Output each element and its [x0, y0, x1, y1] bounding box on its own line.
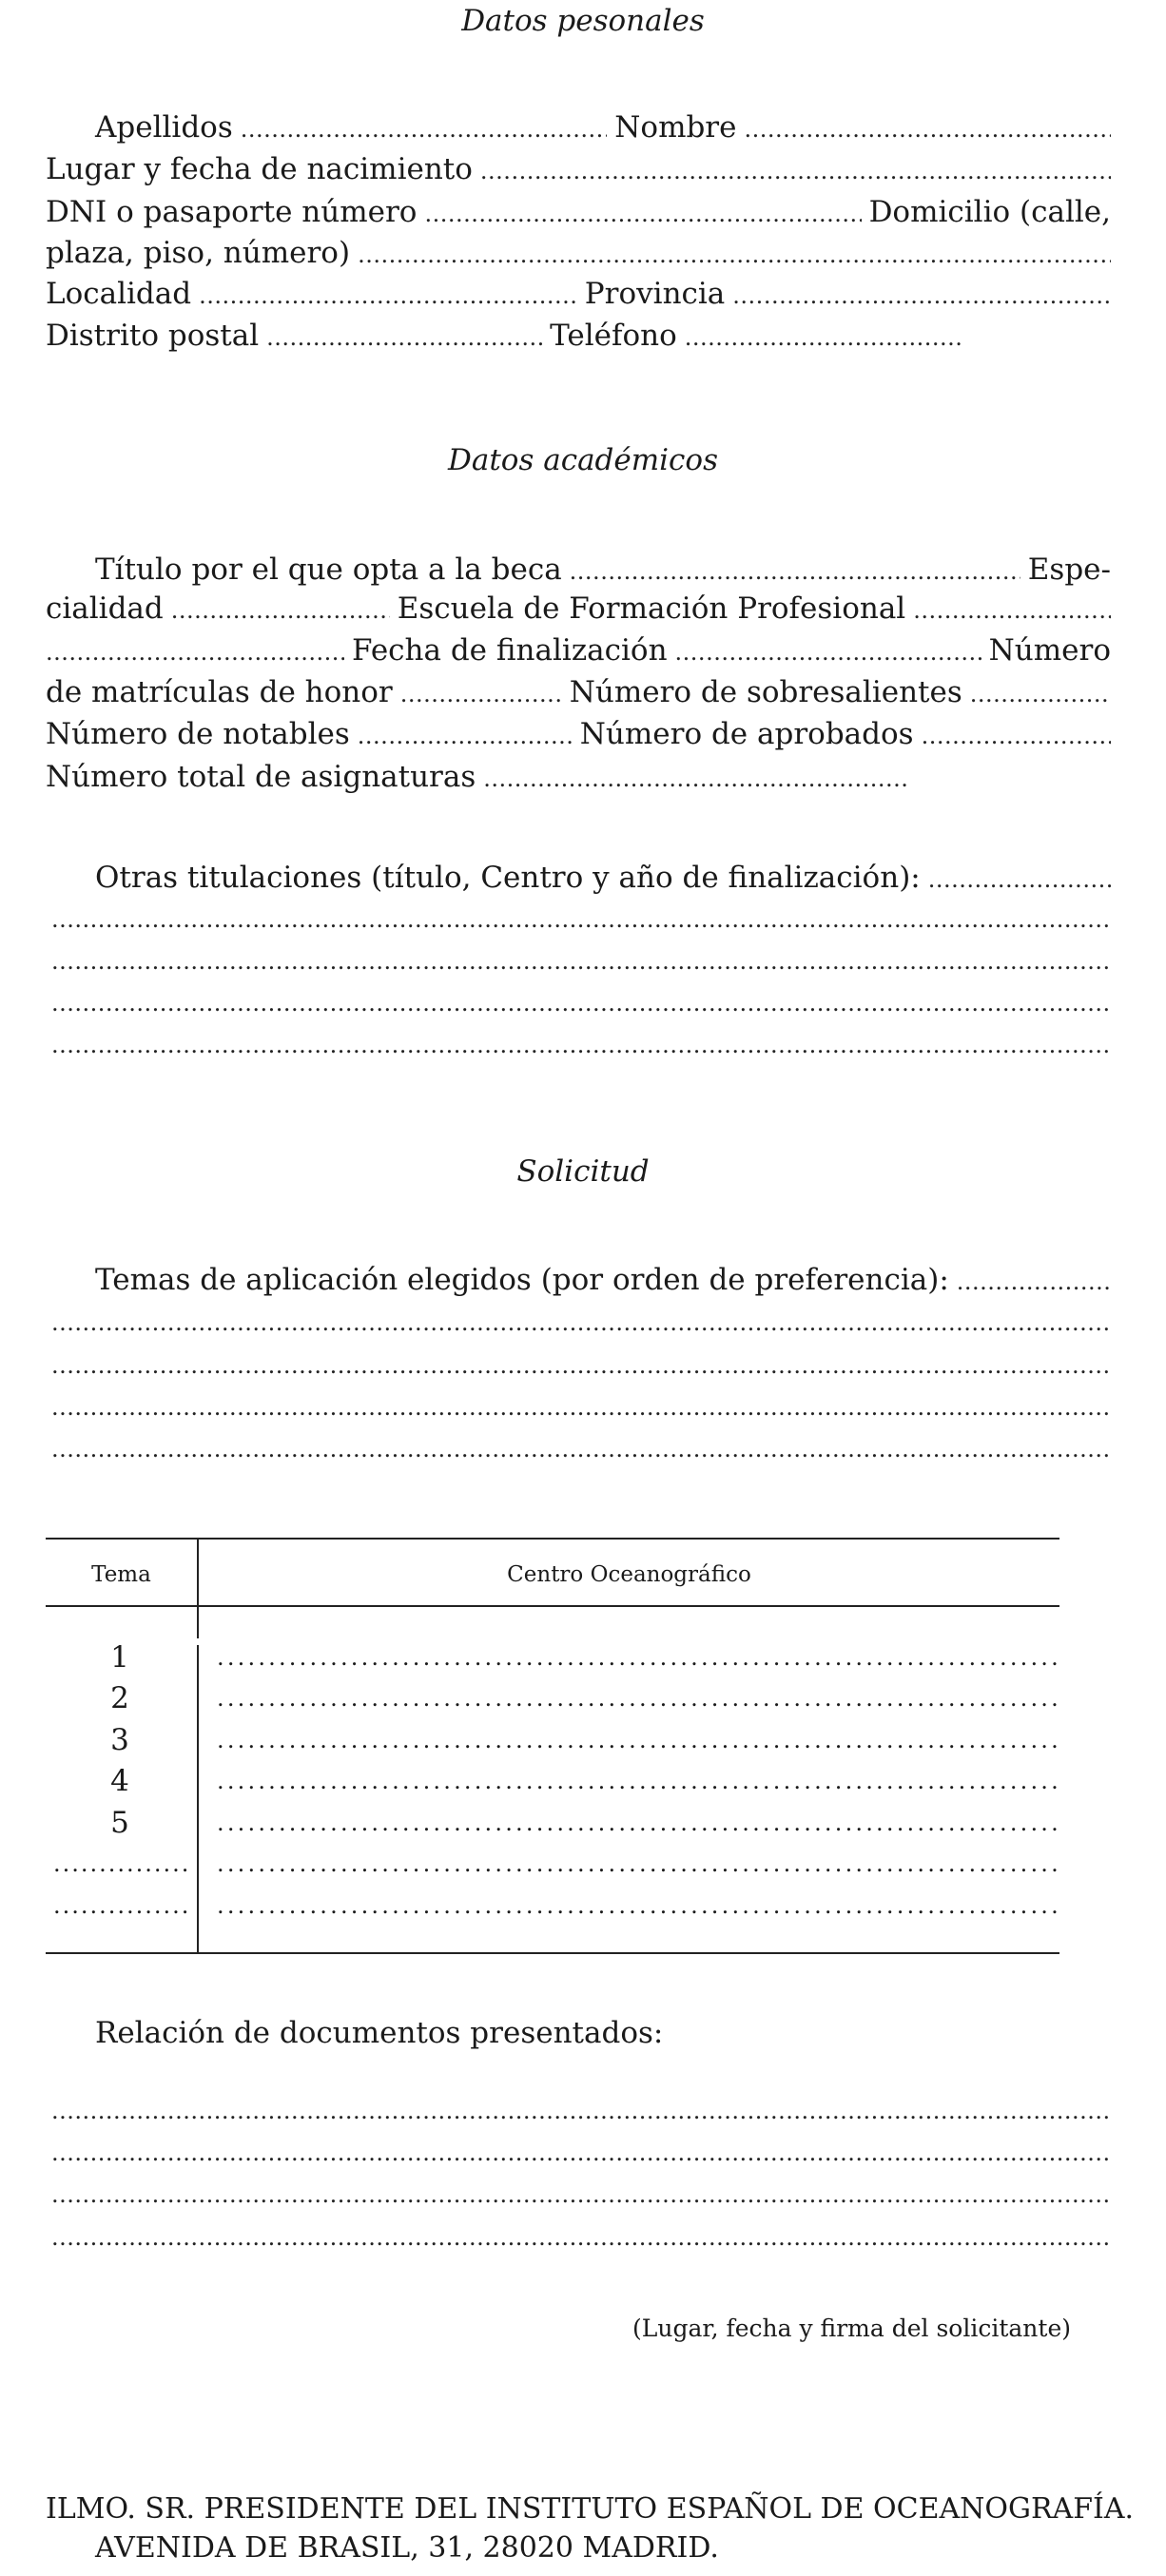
otras-line-1 [46, 901, 1111, 939]
field-provincia[interactable] [732, 277, 1111, 313]
signature-caption: (Lugar, fecha y firma del solicitante) [632, 2315, 1071, 2342]
row-distrito-telefono [46, 317, 1111, 355]
row-otras [46, 859, 1111, 897]
field-otras-4[interactable] [51, 1026, 1111, 1064]
row-apellidos-nombre [46, 108, 1111, 146]
centro-field[interactable] [217, 1638, 1059, 1676]
table-divider-top [197, 1538, 199, 1638]
table-row [46, 1804, 1059, 1842]
field-notables[interactable] [358, 717, 573, 753]
row-matriculas-sobresalientes [46, 673, 1111, 711]
tema-number: 5 [110, 1806, 129, 1840]
label-telefono: Teléfono [550, 319, 677, 353]
row-temas [46, 1261, 1111, 1299]
centro-field[interactable] [217, 1845, 1059, 1883]
table-bottom-rule [46, 1952, 1059, 1954]
row-localidad-provincia [46, 275, 1111, 313]
label-nombre: Nombre [614, 110, 737, 145]
section-heading-academic: Datos académicos [448, 443, 718, 477]
tema-number: 4 [110, 1764, 129, 1798]
field-lugar-fecha[interactable] [480, 152, 1111, 188]
field-apellidos[interactable] [241, 110, 608, 146]
documentos-line-2 [46, 2134, 1111, 2172]
centro-field[interactable] [217, 1887, 1059, 1925]
otras-line-4 [46, 1026, 1111, 1064]
row-fecha-fin [46, 631, 1111, 669]
field-domicilio[interactable] [358, 236, 1111, 272]
field-escuela-cont[interactable] [46, 633, 344, 669]
row-lugar-fecha [46, 150, 1111, 188]
tema-number: 1 [110, 1640, 129, 1675]
label-total: Número total de asignaturas [46, 760, 476, 794]
label-lugar-fecha: Lugar y fecha de nacimiento [46, 152, 473, 186]
temas-line-1 [46, 1304, 1111, 1342]
table-row [46, 1887, 1059, 1925]
row-titulo [46, 551, 1111, 589]
temas-line-2 [46, 1346, 1111, 1385]
tema-number: 3 [110, 1723, 129, 1757]
centro-field[interactable] [217, 1804, 1059, 1842]
centro-field[interactable] [217, 1721, 1059, 1759]
field-documentos-2[interactable] [51, 2134, 1111, 2172]
field-documentos-1[interactable] [51, 2092, 1111, 2130]
label-otras: Otras titulaciones (título, Centro y año de finalización): [95, 861, 921, 895]
row-especialidad-escuela [46, 590, 1111, 628]
field-documentos-4[interactable] [51, 2218, 1111, 2256]
address-line-1: ILMO. SR. PRESIDENTE DEL INSTITUTO ESPAÑOL DE OCEANOGRAFÍA. [46, 2492, 1135, 2526]
field-especialidad[interactable] [171, 591, 390, 628]
label-domicilio: Domicilio (calle, [868, 195, 1111, 229]
field-titulo[interactable] [570, 552, 1020, 589]
label-espe: Espe- [1027, 552, 1111, 587]
label-sobresalientes: Número de sobresalientes [569, 675, 962, 709]
field-otras[interactable] [928, 861, 1111, 897]
table-row [46, 1845, 1059, 1883]
field-telefono[interactable] [685, 319, 961, 355]
field-fecha-fin[interactable] [675, 633, 981, 669]
table-row [46, 1721, 1059, 1759]
col-header-tema: Tema [91, 1562, 151, 1587]
label-documentos: Relación de documentos presentados: [95, 2016, 664, 2050]
table-row [46, 1762, 1059, 1800]
label-fecha-fin: Fecha de finalización [352, 633, 668, 668]
field-matriculas[interactable] [400, 675, 562, 711]
label-numero: Número [988, 633, 1111, 668]
row-dni-domicilio [46, 193, 1111, 231]
row-total [46, 758, 1111, 796]
label-apellidos: Apellidos [95, 110, 233, 145]
field-aprobados[interactable] [922, 717, 1111, 753]
row-notables-aprobados [46, 715, 1111, 753]
field-total[interactable] [483, 760, 909, 796]
otras-line-3 [46, 984, 1111, 1022]
field-otras-2[interactable] [51, 942, 1111, 980]
label-distrito: Distrito postal [46, 319, 260, 353]
table-row [46, 1638, 1059, 1676]
label-temas: Temas de aplicación elegidos (por orden de preferencia): [95, 1263, 949, 1297]
label-matriculas: de matrículas de honor [46, 675, 393, 709]
field-documentos-3[interactable] [51, 2176, 1111, 2214]
row-domicilio-cont [46, 234, 1111, 272]
field-localidad[interactable] [199, 277, 577, 313]
field-distrito[interactable] [266, 319, 542, 355]
otras-line-2 [46, 942, 1111, 980]
field-dni[interactable] [424, 195, 861, 231]
label-titulo: Título por el que opta a la beca [95, 552, 562, 587]
field-temas-4[interactable] [51, 1430, 1111, 1468]
tema-number: 2 [110, 1681, 129, 1715]
centro-field[interactable] [217, 1762, 1059, 1800]
label-cialidad: cialidad [46, 591, 164, 626]
table-row [46, 1679, 1059, 1717]
field-temas-1[interactable] [51, 1304, 1111, 1342]
temas-line-3 [46, 1388, 1111, 1426]
section-heading-personal: Datos pesonales [461, 4, 705, 38]
field-temas[interactable] [957, 1263, 1111, 1299]
label-provincia: Provincia [584, 277, 726, 311]
label-dni: DNI o pasaporte número [46, 195, 418, 229]
field-nombre[interactable] [744, 110, 1111, 146]
field-otras-1[interactable] [51, 901, 1111, 939]
centro-field[interactable] [217, 1679, 1059, 1717]
section-heading-solicitud: Solicitud [516, 1154, 650, 1189]
label-localidad: Localidad [46, 277, 192, 311]
documentos-line-4 [46, 2218, 1111, 2256]
label-escuela: Escuela de Formación Profesional [397, 591, 906, 626]
field-temas-3[interactable] [51, 1388, 1111, 1426]
label-domicilio-cont: plaza, piso, número) [46, 236, 351, 270]
tema-field[interactable] [53, 1845, 192, 1883]
tema-field[interactable] [53, 1887, 192, 1925]
documentos-line-3 [46, 2176, 1111, 2214]
field-escuela[interactable] [913, 591, 1111, 628]
address-line-2: AVENIDA DE BRASIL, 31, 28020 MADRID. [95, 2531, 719, 2565]
field-sobresalientes[interactable] [970, 675, 1111, 711]
documentos-line-1 [46, 2092, 1111, 2130]
field-otras-3[interactable] [51, 984, 1111, 1022]
row-documentos [46, 2014, 1111, 2052]
temas-line-4 [46, 1430, 1111, 1468]
col-header-centro: Centro Oceanográfico [507, 1562, 751, 1587]
label-aprobados: Número de aprobados [579, 717, 914, 751]
field-temas-2[interactable] [51, 1346, 1111, 1385]
label-notables: Número de notables [46, 717, 350, 751]
